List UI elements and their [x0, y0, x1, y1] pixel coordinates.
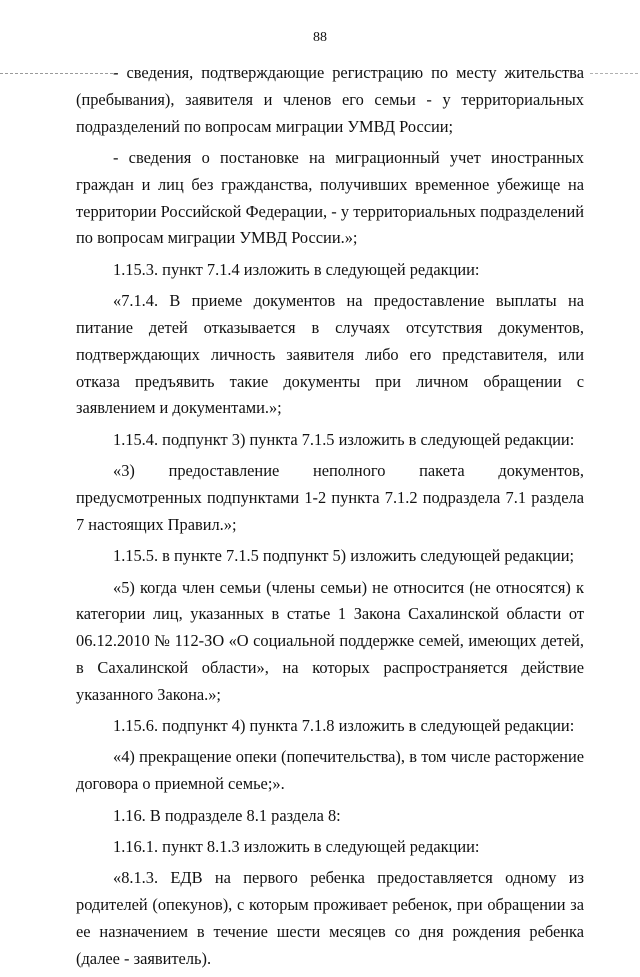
- paragraph: 1.16.1. пункт 8.1.3 изложить в следующей редакции:: [113, 837, 480, 857]
- document-body: [76, 60, 584, 977]
- paragraph: - сведения о постановке на миграционный учет иностранных граждан и лиц без гражданства, получивших временное убежище на территории Российской Федерации, - у территориальных подразделений по вопросам миграции УМВД России.»;: [76, 147, 584, 248]
- paragraph: «5) когда член семьи (члены семьи) не относится (не относятся) к категории лиц, указанных в статье 1 Закона Сахалинской области от 06.12.2010 № 112-ЗО «О социальной поддержке семей, имеющих детей, в Сахалинской области», на которых распространяется действие указанного Закона.»;: [76, 577, 584, 704]
- scan-artifact-right: [590, 73, 638, 74]
- paragraph: 1.15.6. подпункт 4) пункта 7.1.8 изложить в следующей редакции:: [113, 716, 575, 736]
- paragraph: «4) прекращение опеки (попечительства), в том числе расторжение договора о приемной семье;».: [76, 747, 584, 794]
- paragraph: «8.1.3. ЕДВ на первого ребенка предоставляется одному из родителей (опекунов), с которым проживает ребенок, при обращении за ее назначением в течение шести месяцев со дня рождения ребенка (далее - заявитель).: [76, 868, 584, 968]
- paragraph: 1.15.4. подпункт 3) пункта 7.1.5 изложить в следующей редакции:: [113, 429, 575, 449]
- paragraph: 1.15.3. пункт 7.1.4 изложить в следующей редакции:: [113, 259, 480, 279]
- paragraph: 1.15.5. в пункте 7.1.5 подпункт 5) изложить следующей редакции;: [113, 546, 575, 566]
- paragraph: - сведения, подтверждающие регистрацию по месту жительства (пребывания), заявителя и членов его семьи - у территориальных подразделений по вопросам миграции УМВД России;: [76, 63, 584, 136]
- paragraph: «7.1.4. В приеме документов на предоставление выплаты на питание детей отказывается в случаях отсутствия документов, подтверждающих личность заявителя либо его представителя, или отказа предъявить такие документы при личном обращении с заявлением и документами.»;: [76, 291, 584, 418]
- paragraph: «3) предоставление неполного пакета документов, предусмотренных подпунктами 1-2 пункта 7.1.2 подраздела 7.1 раздела 7 настоящих Правил.»;: [76, 461, 584, 534]
- paragraph: 1.16. В подразделе 8.1 раздела 8:: [113, 805, 341, 825]
- page-number: 88: [313, 30, 327, 45]
